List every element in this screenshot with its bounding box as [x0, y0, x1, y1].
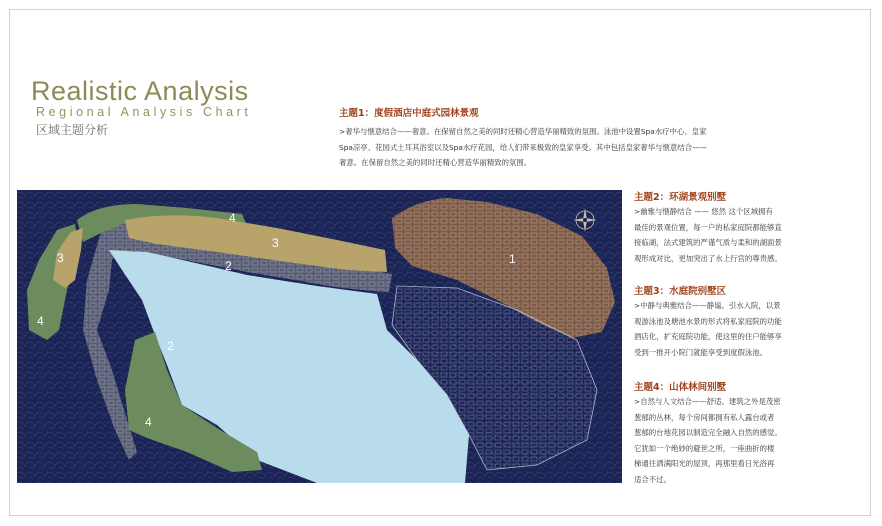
theme-4-line: 它犹如一个绝妙的避世之所，一座曲折的楼: [634, 443, 775, 453]
theme-3-line: 受到一推开小院门就能享受到度假泳池。: [634, 347, 768, 357]
theme-2-line: 最佳的景观位置，每一户的私家庭院都能够直: [634, 222, 782, 232]
theme-4-line: 葱郁的台地花园以制造完全融入自然的感觉。: [634, 428, 782, 437]
theme-4-line: >自然与人文结合——舒适。建筑之外是茂密: [634, 397, 781, 406]
theme-4-line: 适合不过。: [634, 474, 671, 484]
theme-2-description: [634, 204, 859, 266]
theme-4-description: [634, 394, 859, 487]
zone-label-1: 1: [509, 252, 516, 266]
theme-2-line: 观形成对比，更加突出了水上行宫的尊贵感。: [634, 253, 782, 263]
chinese-title: 区域主题分析: [36, 123, 109, 137]
theme-1-line: Spa凉亭、花园式土耳其浴室以及Spa水疗花园，给人们带来极致的皇家享受。其中包括皇家奢华与惬意结合——: [339, 142, 707, 152]
zone-label-2: 2: [225, 259, 232, 273]
theme-4-line: 梯通往洒满阳光的屋顶，再那里看日光浴再: [634, 459, 775, 468]
zone-label-3: 3: [272, 236, 279, 250]
page-subtitle: Regional Analysis Chart: [36, 105, 252, 119]
theme-2-line: >幽雅与惬静结合 —— 悠然 这个区域拥有: [634, 207, 773, 216]
theme-4-line: 葱郁的丛林，每个房间都拥有私人露台或者: [634, 412, 775, 422]
theme-2-heading: 主题2：环湖景观别墅: [634, 192, 727, 203]
theme-2-line: 接临湖，法式建筑的严谨气质与柔和的湖面景: [634, 238, 782, 247]
theme-3-heading: 主题3：水庭院别墅区: [634, 286, 727, 297]
theme-1-line: 奢意。在保留自然之美的同时还精心营造华丽精致的氛围。: [339, 158, 532, 167]
theme-3-line: >中静与典雅结合——静谧。引水入院，以景: [634, 301, 781, 310]
zone-label-4: 4: [37, 314, 44, 328]
zone-label-4: 4: [145, 415, 152, 429]
theme-1-description: [339, 124, 859, 171]
page-title: Realistic Analysis: [31, 76, 249, 106]
site-plan-map: [17, 190, 622, 483]
zone-label-2: 2: [167, 339, 174, 353]
theme-1-heading: 主题1：度假酒店中庭式园林景观: [339, 108, 479, 119]
theme-3-line: 酒店化，扩充庭院功能，使这里的住户能够享: [634, 332, 782, 341]
theme-3-description: [634, 298, 859, 360]
theme-4-heading: 主题4：山体林间别墅: [634, 382, 727, 393]
theme-3-line: 观游泳池及塘池水景的形式将私家庭院的功能: [634, 316, 782, 326]
theme-1-line: >奢华与惬意结合——奢意。在保留自然之美的同时还精心营造华丽精致的氛围。泳池中设置Spa水疗中心、皇家: [339, 127, 707, 136]
zone-label-4: 4: [229, 211, 236, 225]
zone-label-3: 3: [57, 251, 64, 265]
